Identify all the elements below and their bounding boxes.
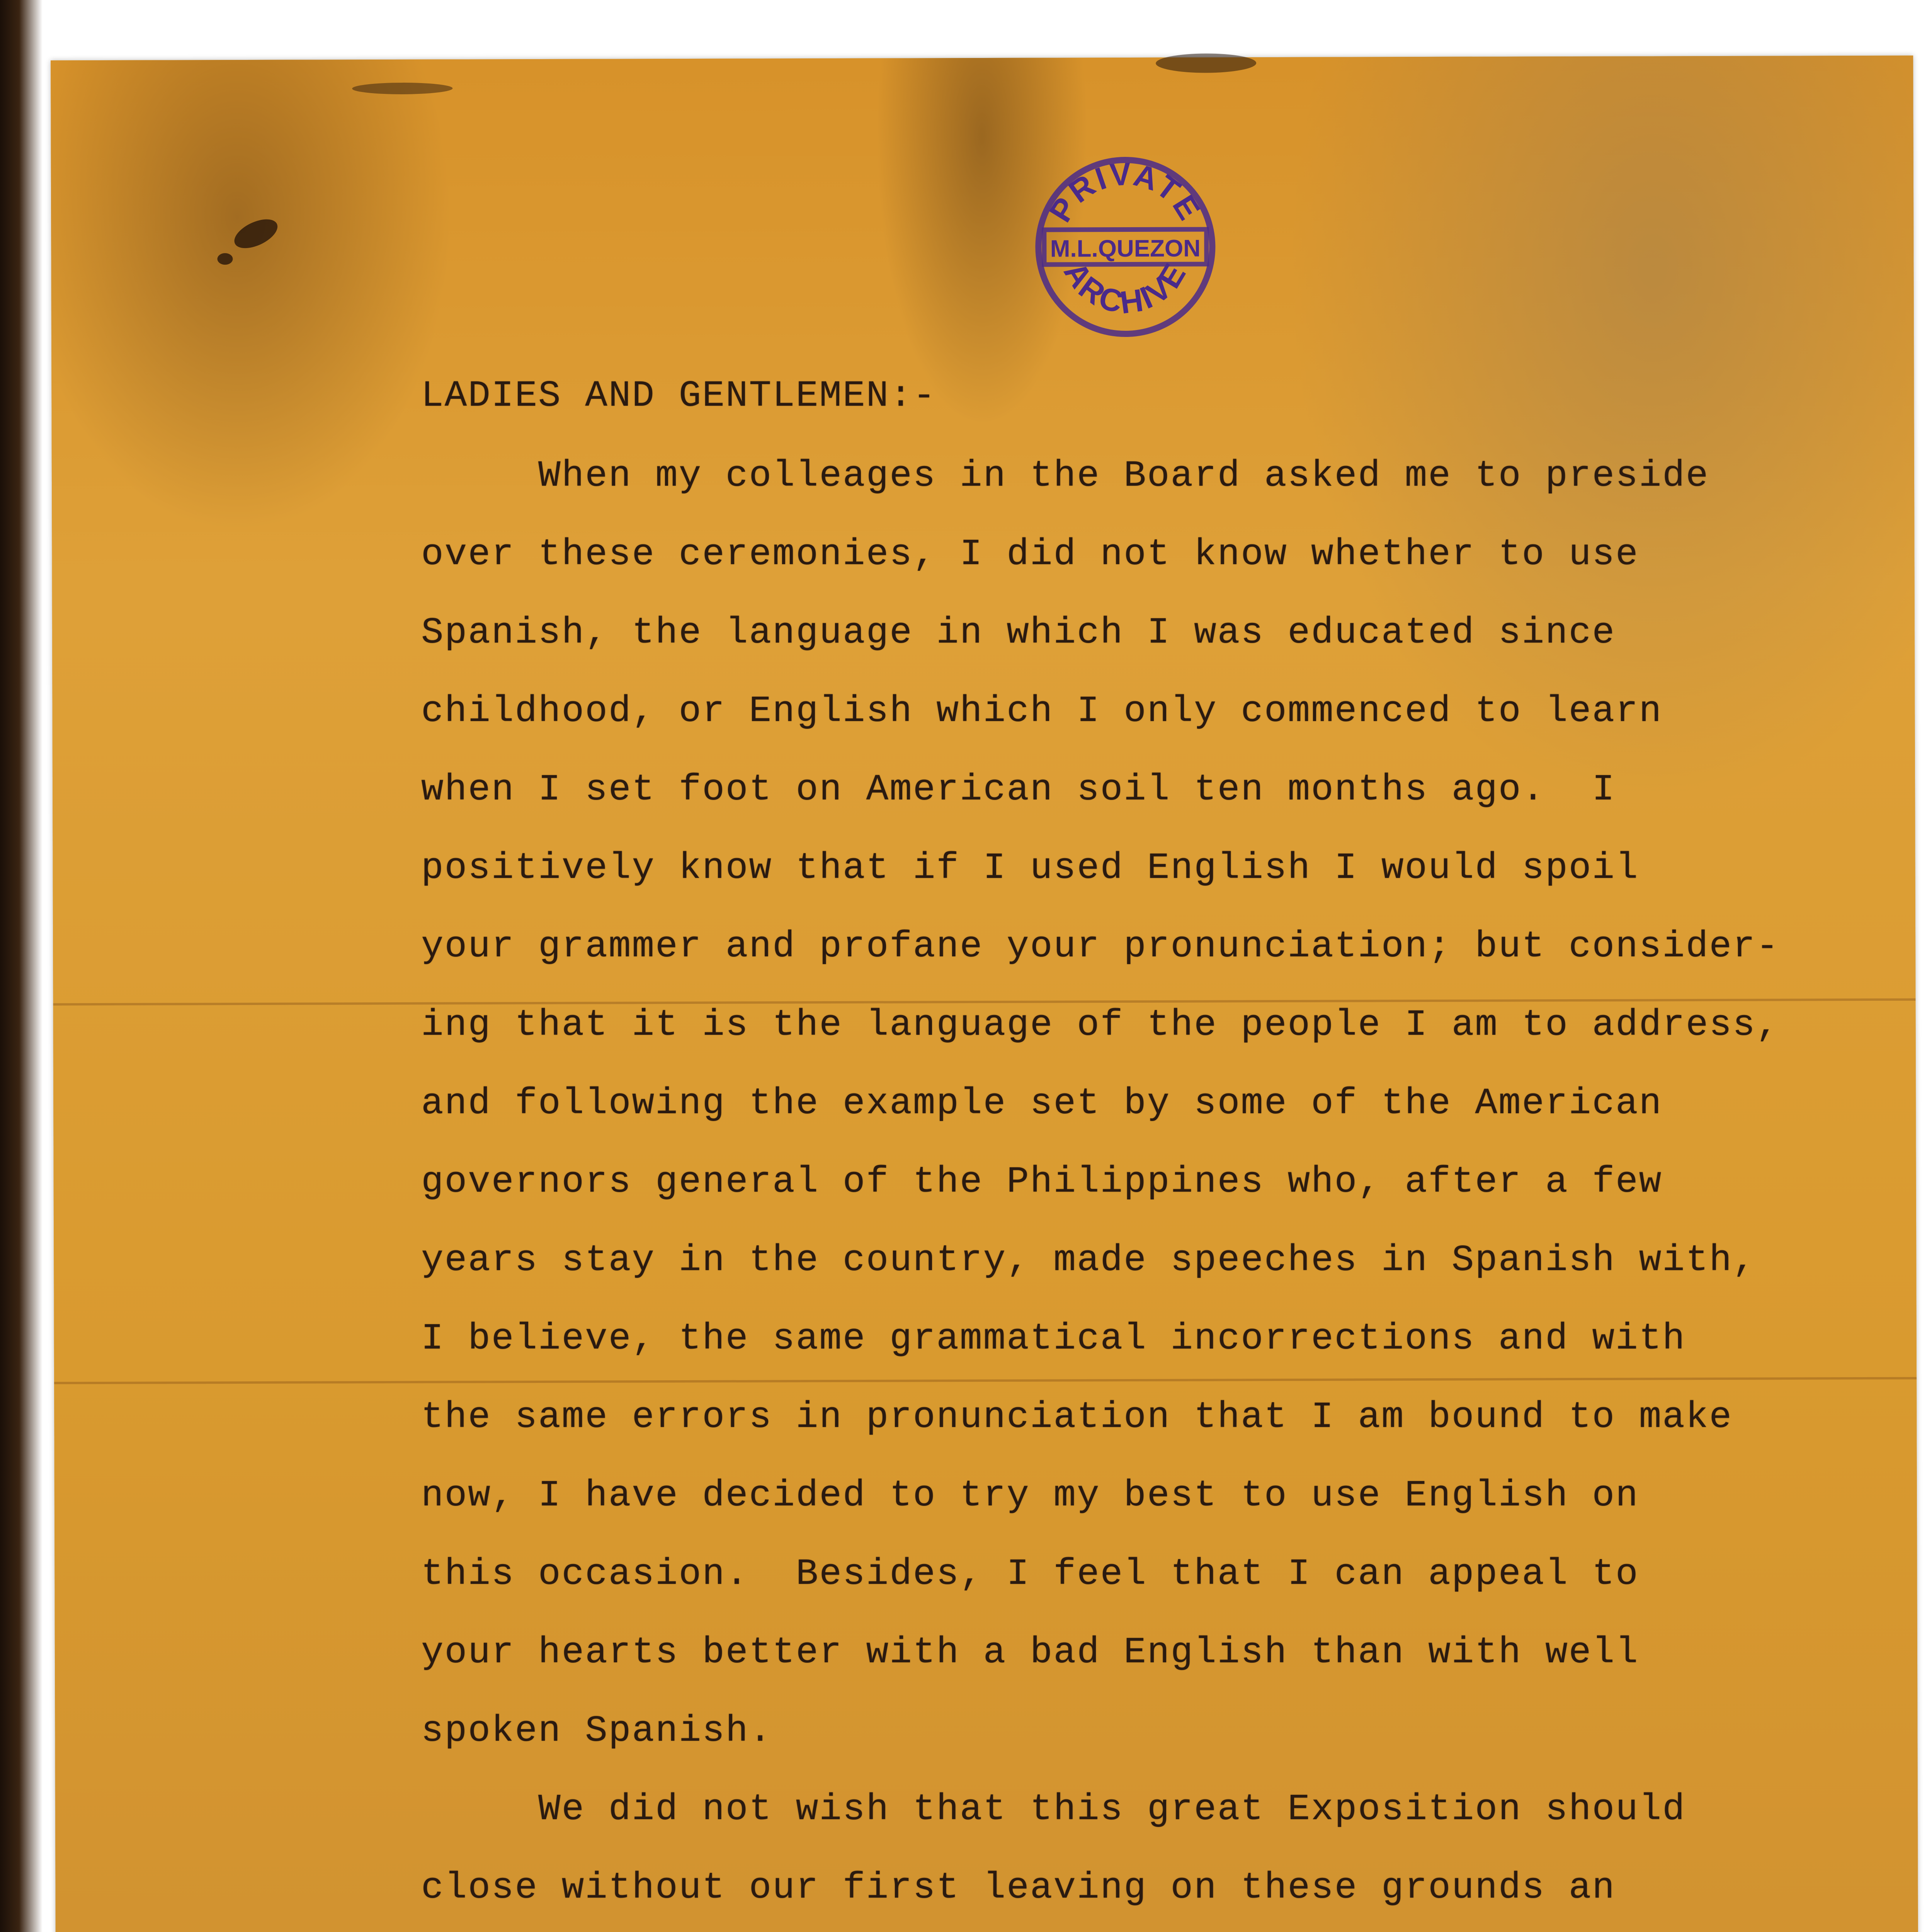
ink-smudge xyxy=(217,253,233,265)
text-line: this occasion. Besides, I feel that I can appeal to xyxy=(421,1553,1639,1595)
text-line: We did not wish that this great Exposition should xyxy=(421,1788,1686,1830)
ink-smudge xyxy=(1156,53,1256,73)
stamp-middle-text: M.L.QUEZON xyxy=(1050,235,1201,262)
ink-smudge xyxy=(352,83,452,95)
text-line: now, I have decided to try my best to use English on xyxy=(421,1475,1639,1517)
text-line: positively know that if I used English I would spoil xyxy=(421,847,1639,889)
ink-smudge xyxy=(230,213,282,254)
text-line: Spanish, the language in which I was educated since xyxy=(421,612,1616,654)
text-line: your grammer and profane your pronunciation; but consider- xyxy=(421,925,1780,968)
salutation: LADIES AND GENTLEMEN:- xyxy=(421,375,937,417)
text-line: childhood, or English which I only commenced to learn xyxy=(421,690,1663,732)
text-line: When my colleages in the Board asked me to preside xyxy=(421,455,1709,497)
svg-text:PRIVATE xyxy=(1043,156,1208,228)
text-line: when I set foot on American soil ten months ago. I xyxy=(421,769,1616,811)
stamp-bottom-text: ARCHIVE xyxy=(1057,256,1194,321)
text-line: I believe, the same grammatical incorrections and with xyxy=(421,1318,1686,1360)
text-line: your hearts better with a bad English than with well xyxy=(421,1631,1639,1673)
scan-edge xyxy=(0,0,43,1932)
paragraph-1 xyxy=(421,437,1913,1770)
stamp-top-text: PRIVATE xyxy=(1043,156,1208,228)
text-line: spoken Spanish. xyxy=(421,1710,773,1752)
archive-stamp xyxy=(1029,150,1222,344)
text-line: and following the example set by some of the American xyxy=(421,1082,1663,1124)
text-line: years stay in the country, made speeches in Spanish with, xyxy=(421,1239,1756,1281)
text-line: close without our first leaving on these grounds an xyxy=(421,1867,1616,1909)
typed-speech xyxy=(421,371,1913,1932)
text-line: governors general of the Philippines who, after a few xyxy=(421,1161,1663,1203)
paragraph-2 xyxy=(421,1770,1913,1932)
text-line: the same errors in pronunciation that I am bound to make xyxy=(421,1396,1733,1438)
text-line: over these ceremonies, I did not know whether to use xyxy=(421,533,1639,575)
text-line xyxy=(421,1927,1913,1932)
text-line: ing that it is the language of the people I am to address, xyxy=(421,1004,1780,1046)
